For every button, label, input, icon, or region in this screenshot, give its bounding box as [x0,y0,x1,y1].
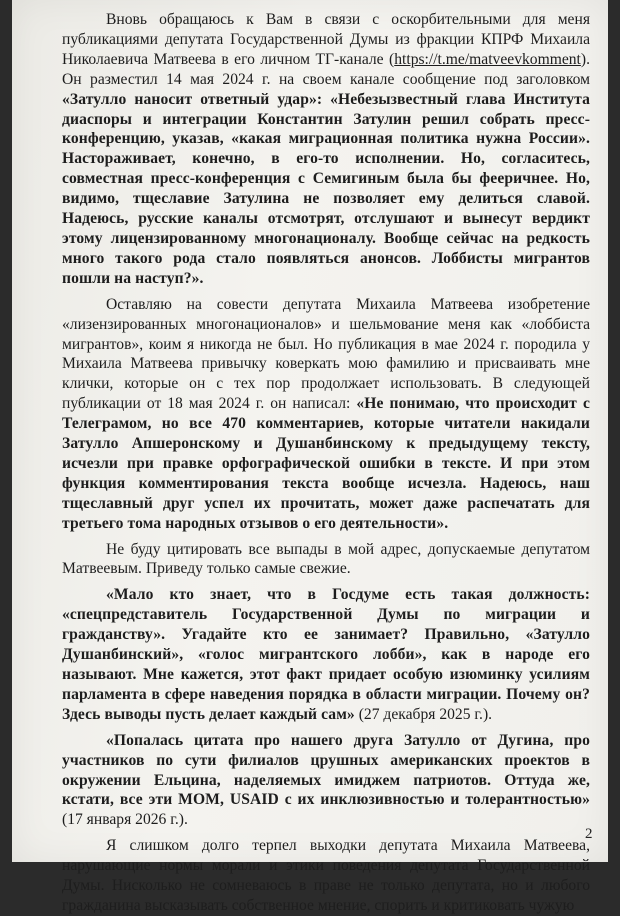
paragraph-4 [62,585,590,724]
quote-bold: «Мало кто знает, что в Госдуме есть такая должность: «спецпредставитель Государственной Думы по миграции и гражданству». Угадайте кто ее занимает? Правильно, «Затулло Душанбинский», «голос мигрантского лобби», как в народе его называют. Мне кажется, этот факт придает особую изюминку усилиям парламента в сфере наведения порядка в области миграции. Почему он? Здесь выводы пусть делает каждый сам» [62,586,590,723]
paragraph-1 [62,10,590,289]
paragraph-3 [62,540,590,580]
document-page [12,0,608,914]
text-run: Оставляю на совести депутата Михаила Матвеева изобретение «лизензированных многонационалов» и шельмование меня как «лоббиста мигрантов», коим я никогда не был. Но публикация в мае 2024 г. породила у Михаила Матвеева привычку коверкать мою фамилию и присваивать мне клички, которые он с тех пор продолжает использовать. В следующей публикации от 18 мая 2024 г. он написал: [62,295,590,413]
text-run: Я слишком долго терпел выходки депутата Михаила Матвеева, нарушающие нормы морали и этики поведения депутата Государственной Думы. Нисколько не сомневаюсь в праве не только депутата, но и любого гражданина высказывать собственное мнение, спорить и критиковать чужую [62,837,590,914]
text-run: Вновь обращаюсь к Вам в связи с оскорбительными для меня публикациями депутата Государственной Думы из фракции КПРФ Михаила Николаевича Матвеева в его личном ТГ-канале ( [62,11,590,68]
page-number: 2 [585,826,593,842]
paragraph-6 [62,836,590,916]
quote-bold: «Попалась цитата про нашего друга Затулло от Дугина, про участников по сути филиалов црушных американских проектов в окружении Ельцина, наделяемых имиджем патриотов. Оттуда же, кстати, все эти МОМ, USAID с их инклюзивностью и толерантностью» [62,731,590,809]
telegram-channel-link[interactable]: https://t.me/matveevkomment [394,50,581,68]
quote-date: (17 января 2026 г.). [62,811,188,829]
quote-bold: «Не понимаю, что происходит с Телеграмом, но все 470 комментариев, которые читатели накидали Затулло Апшеронскому и Душанбинскому к предыдущему тексту, исчезли при правке орфографической ошибки в тексте. И при этом функция комментирования текста вообще исчезла. Надеюсь, наш тщеславный друг успел их прочитать, может даже распечатать для третьего тома народных отзывов о его деятельности». [62,395,590,532]
quote-date: (27 декабря 2025 г.). [354,705,493,723]
quote-bold: «Затулло наносит ответный удар»: «Небезызвестный глава Института диаспоры и интеграции Константин Затулин решил собрать пресс-конференцию, указав, «какая миграционная политика нужна России». Настораживает, конечно, в его-то исполнении. Но, согласитесь, совместная пресс-конференция с Семигиным была бы фееричнее. Но, видимо, тщеславие Затулина не позволяет ему делиться славой. Надеюсь, русские каналы отсмотрят, отслушают и вынесут вердикт этому лицензированному многонационалу. Вообще сейчас на редкость много такого рода стало появляться анонсов. Лоббисты мигрантов пошли на наступ?». [62,90,590,287]
letter-body [62,10,590,916]
paragraph-5 [62,731,590,831]
text-run: ). Он разместил 14 мая 2024 г. на своем канале сообщение под заголовком [62,50,590,88]
paragraph-2 [62,295,590,534]
text-run: Не буду цитировать все выпады в мой адрес, допускаемые депутатом Матвеевым. Приведу только самые свежие. [62,540,590,578]
